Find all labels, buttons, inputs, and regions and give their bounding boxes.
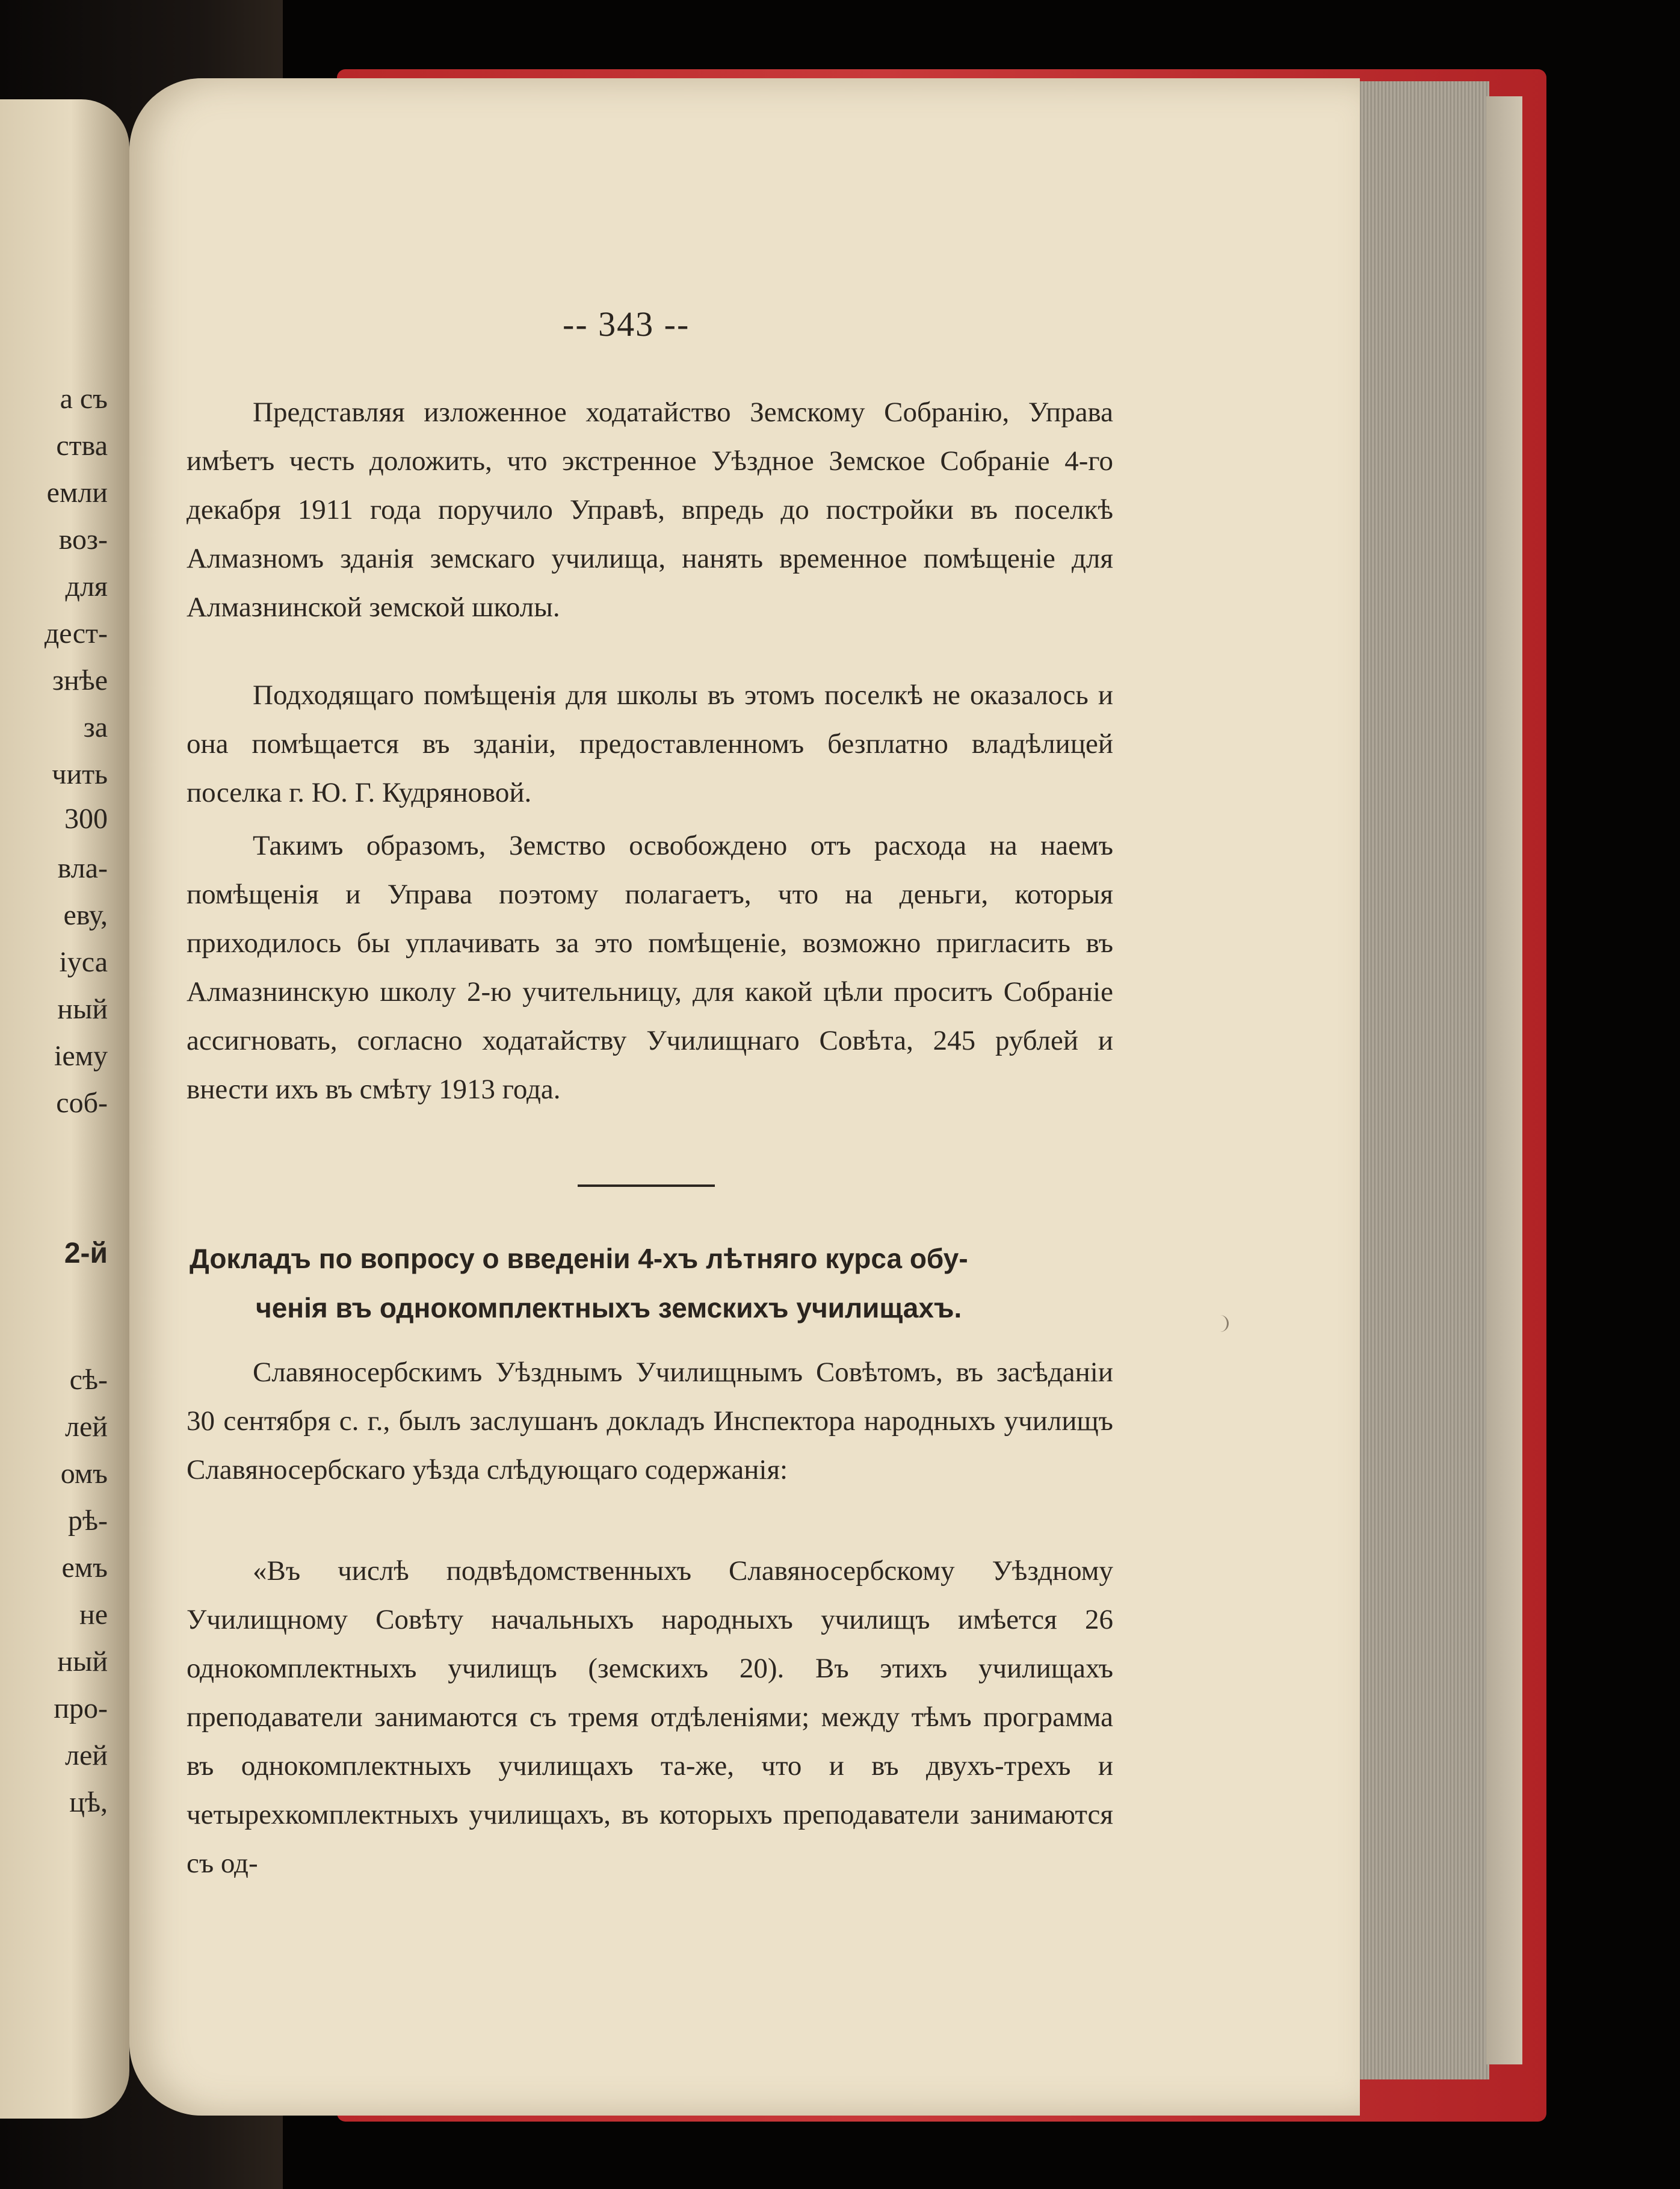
left-page-fragment: цѣ, (69, 1786, 108, 1818)
paragraph-text: Подходящаго помѣщенія для школы въ этомъ поселкѣ не оказалось и она помѣщается въ зданіи, предоставленномъ безплатно владѣлицей поселка г. Ю. Г. Кудряновой. (187, 680, 1113, 808)
paragraph-text: Такимъ образомъ, Земство освобождено отъ расхода на наемъ помѣщенія и Управа поэтому полагаетъ, что на деньги, которыя приходилось бы уплачивать за это помѣщеніе, возможно пригласить въ Алмазнинскую школу 2-ю учительницу, для какой цѣли проситъ Собраніе ассигновать, согласно ходатайству Училищнаго Совѣта, 245 рублей и внести ихъ въ смѣту 1913 года. (187, 830, 1113, 1105)
paragraph-council-report (187, 1348, 1113, 1505)
back-page-edge (1486, 96, 1522, 2064)
page-number: -- 343 -- (563, 305, 690, 344)
left-page-fragment: для (65, 571, 108, 602)
section-heading (190, 1234, 1119, 1333)
heading-line-1: Докладъ по вопросу о введеніи 4-хъ лѣтняго курса обу- (190, 1243, 968, 1274)
paragraph-quoted-report (187, 1547, 1113, 1899)
left-page-fragment: не (79, 1599, 108, 1630)
section-divider (578, 1184, 715, 1187)
paragraph-text: «Въ числѣ подвѣдомственныхъ Славяносербскому Уѣздному Училищному Совѣту начальныхъ народныхъ училищъ имѣется 26 однокомплектныхъ училищъ (земскихъ 20). Въ этихъ училищахъ преподаватели занимаются съ тремя отдѣленіями; между тѣмъ программа въ однокомплектныхъ училищахъ та-же, что и въ двухъ-трехъ и четырехкомплектныхъ училищахъ, въ которыхъ преподаватели занимаются съ од- (187, 1555, 1113, 1879)
paragraph-teacher-funding (187, 822, 1113, 1125)
left-page (0, 99, 129, 2119)
left-page-fragment: ный (57, 1646, 108, 1677)
left-page-fragment: лей (65, 1411, 108, 1443)
page-edges (1357, 81, 1489, 2079)
left-page-fragment: 2-й (64, 1237, 108, 1269)
paragraph-text: Славяносербскимъ Уѣзднымъ Училищнымъ Совѣтомъ, въ засѣданіи 30 сентября с. г., былъ заслушанъ докладъ Инспектора народныхъ училищъ Славяносербскаго уѣзда слѣдующаго содержанія: (187, 1357, 1113, 1485)
left-page-fragment: лей (65, 1739, 108, 1771)
paragraph-ordering-premises (187, 388, 1113, 643)
left-page-fragment: іуса (59, 946, 108, 978)
left-page-fragment: 300 (64, 803, 108, 835)
left-page-fragment: а съ (60, 383, 108, 415)
left-page-fragment: еву, (63, 899, 108, 931)
left-page-fragment: емъ (61, 1552, 108, 1584)
left-page-fragment: іему (54, 1040, 108, 1072)
left-page-fragment: омъ (60, 1458, 108, 1490)
left-page-fragment: рѣ- (67, 1505, 108, 1537)
left-page-fragment: емли (46, 477, 108, 509)
left-page-fragment: ства (56, 430, 108, 462)
paragraph-no-premises (187, 671, 1113, 828)
left-page-fragment: знѣе (52, 664, 108, 696)
left-page-fragment: ный (57, 993, 108, 1025)
left-page-fragment: чить (52, 758, 108, 790)
left-page-fragment: воз- (58, 524, 108, 556)
heading-line-2: ченія въ однокомплектныхъ земскихъ училищахъ. (256, 1292, 962, 1324)
left-page-fragment: вла- (57, 852, 108, 884)
left-page-fragment: дест- (44, 618, 108, 649)
left-page-fragment: за (83, 711, 108, 743)
left-page-fragment: соб- (56, 1087, 108, 1119)
left-page-fragment: про- (54, 1692, 108, 1724)
paragraph-text: Представляя изложенное ходатайство Земскому Собранію, Управа имѣетъ честь доложить, что экстренное Уѣздное Земское Собраніе 4-го декабря 1911 года поручило Управѣ, впредь до постройки въ поселкѣ Алмазномъ зданія земскаго училища, нанять временное помѣщеніе для Алмазнинской земской школы. (187, 397, 1113, 623)
left-page-fragment: сѣ- (69, 1364, 108, 1396)
